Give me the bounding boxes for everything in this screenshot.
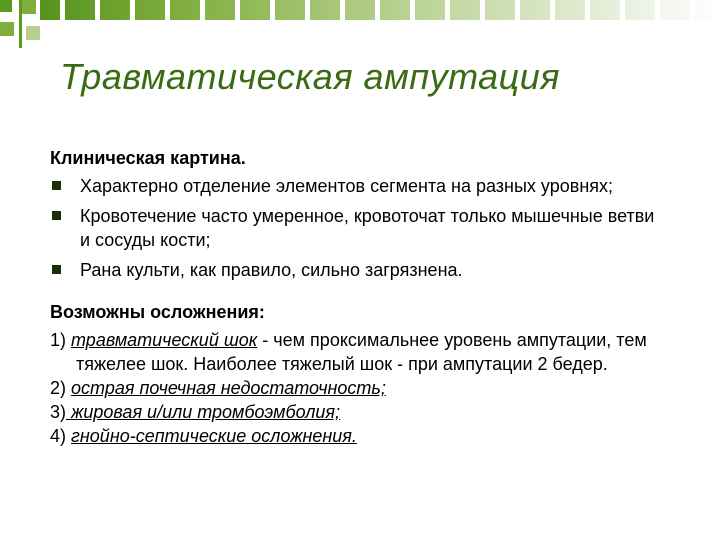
list-item-text: Характерно отделение элементов сегмента на разных уровнях; <box>80 176 614 196</box>
complication-item <box>50 400 660 424</box>
list-item <box>50 204 660 252</box>
list-item <box>50 174 660 198</box>
complication-item <box>50 424 660 448</box>
complications-heading: Возможны осложнения: <box>50 302 265 322</box>
square-bullet-icon <box>52 265 61 274</box>
complication-link[interactable]: жировая и/или тромбоэмболия; <box>66 402 341 422</box>
header-vertical-line <box>19 0 22 48</box>
slide-title: Травматическая ампутация <box>60 56 561 97</box>
complication-link[interactable]: травматический шок <box>71 330 258 350</box>
clinical-heading: Клиническая картина. <box>50 148 246 168</box>
slide-content <box>50 146 660 448</box>
header-bar-segments <box>0 0 720 20</box>
complication-item <box>50 328 660 376</box>
item-number: 4) <box>50 426 72 446</box>
item-number: 1) <box>50 330 72 350</box>
list-item-text: Рана культи, как правило, сильно загрязнена. <box>80 260 463 280</box>
list-item <box>50 258 660 282</box>
complication-item <box>50 376 660 400</box>
complications-list <box>50 328 660 448</box>
clinical-list <box>50 174 660 282</box>
item-number: 2) <box>50 378 72 398</box>
complication-link[interactable]: гнойно-септические осложнения. <box>71 426 357 446</box>
item-description: - чем проксимальнее уровень ампутации, тем тяжелее шок. Наиболее тяжелый шок - при ампутации 2 бедер. <box>76 330 647 374</box>
list-item-text: Кровотечение часто умеренное, кровоточат только мышечные ветви и сосуды кости; <box>80 206 655 250</box>
square-bullet-icon <box>52 181 61 190</box>
complication-link[interactable]: острая почечная недостаточность; <box>71 378 386 398</box>
item-number: 3) <box>50 402 67 422</box>
square-bullet-icon <box>52 211 61 220</box>
